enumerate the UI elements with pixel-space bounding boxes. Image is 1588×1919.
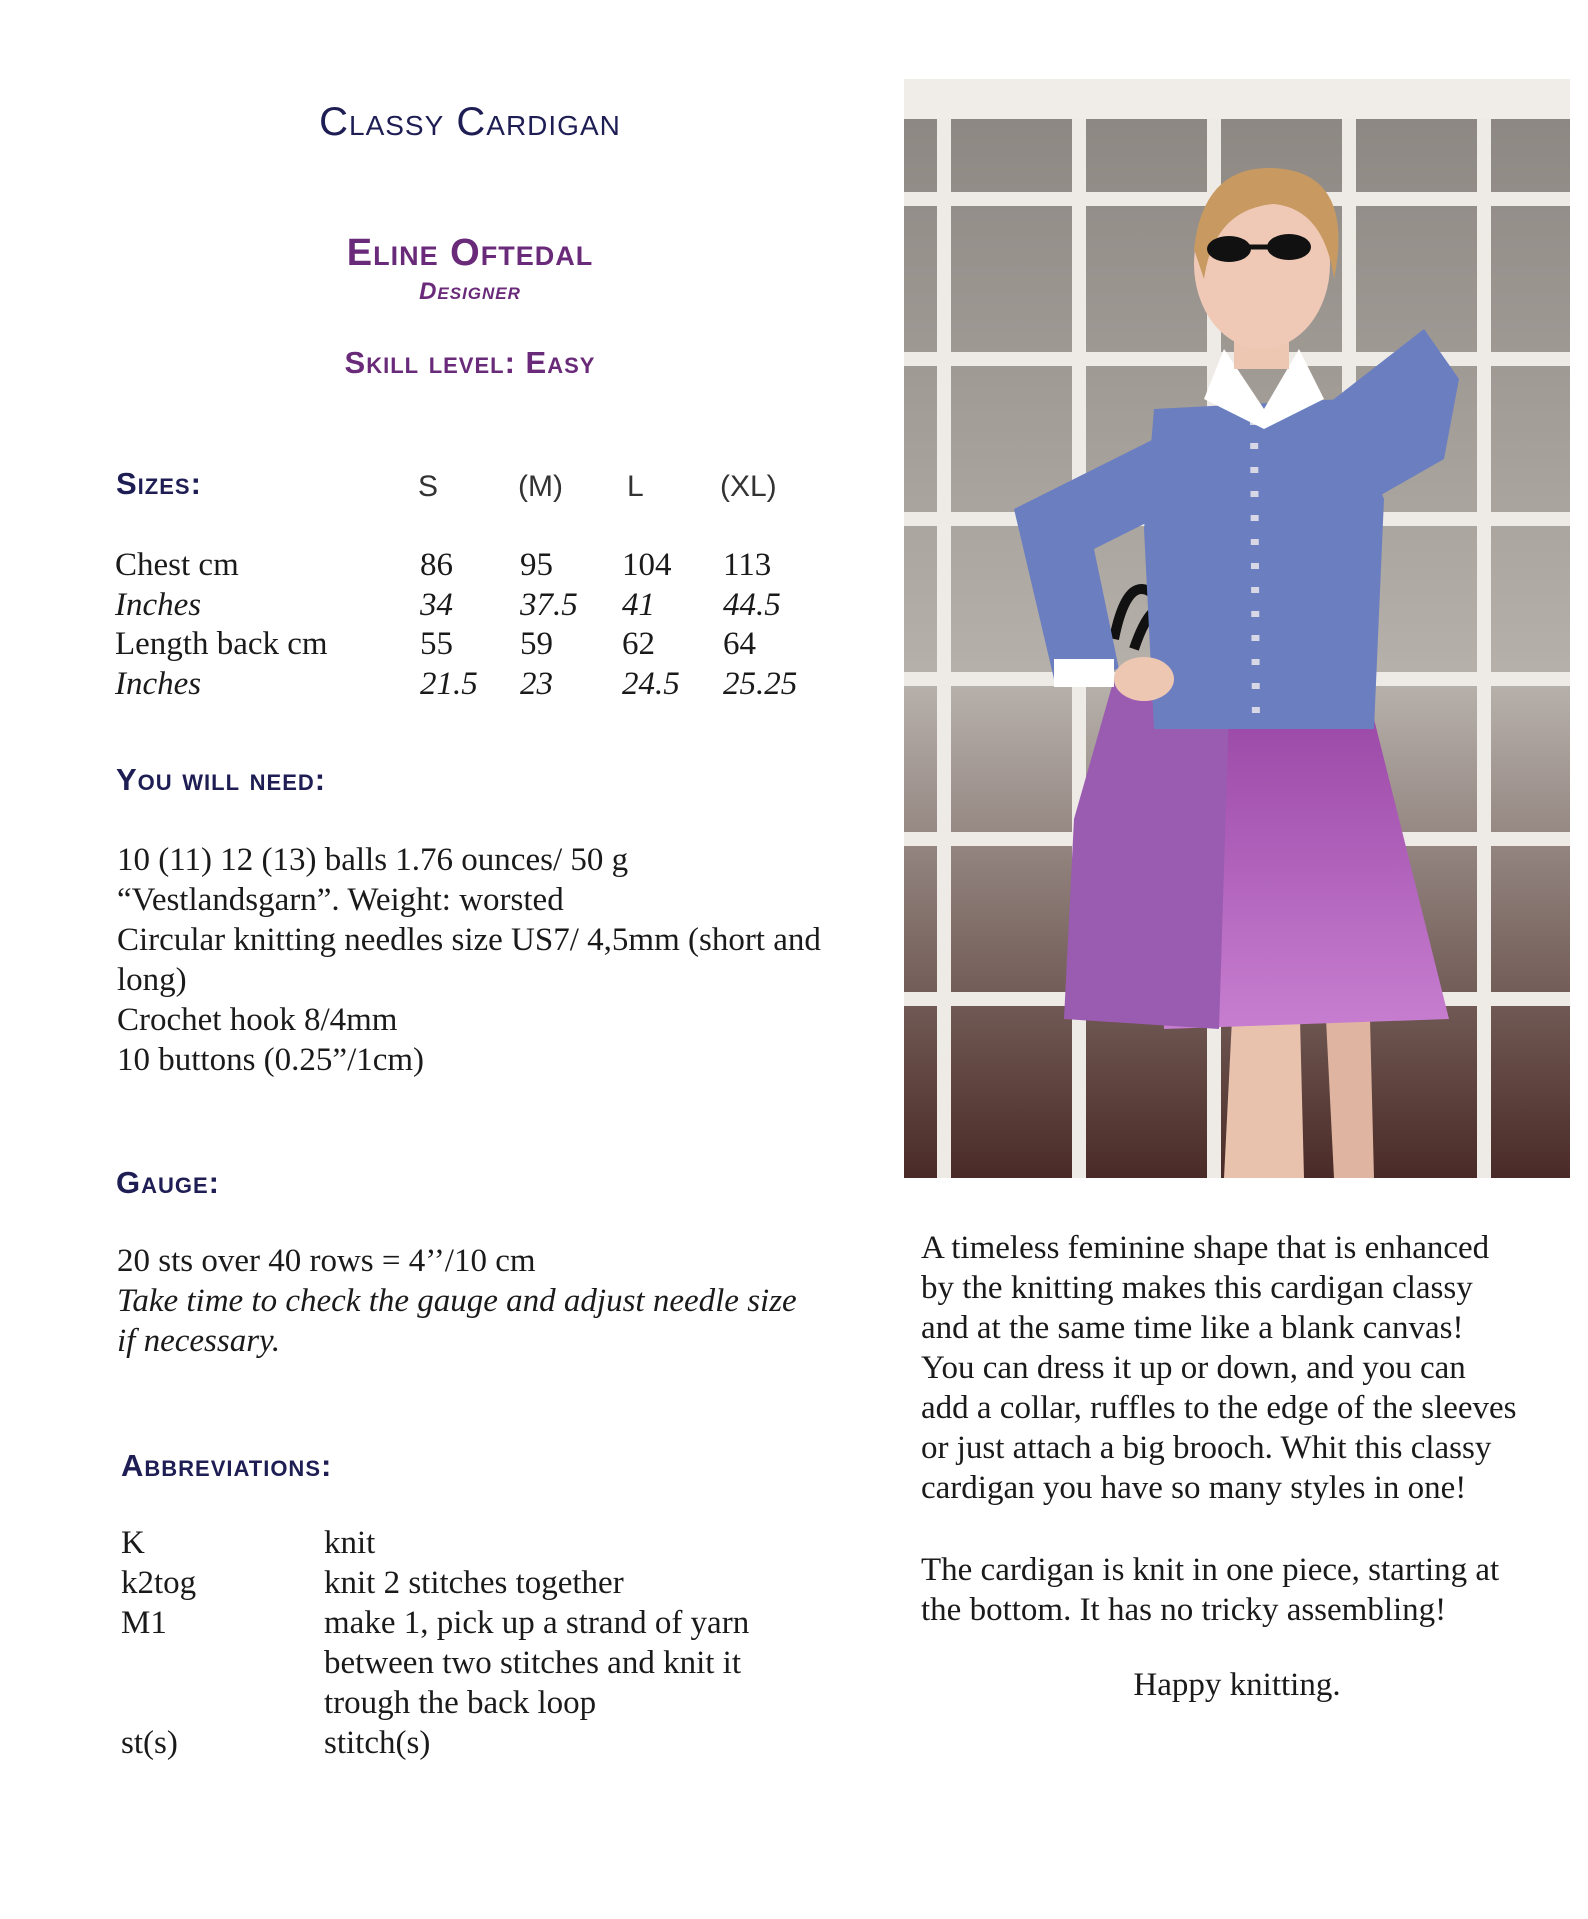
materials-line: “Vestlandsgarn”. Weight: worsted bbox=[117, 882, 564, 918]
size-value: 104 bbox=[622, 547, 672, 583]
size-value: 55 bbox=[420, 626, 453, 662]
materials-line: 10 (11) 12 (13) balls 1.76 ounces/ 50 g bbox=[117, 842, 629, 878]
gauge-text bbox=[117, 1241, 867, 1361]
skill-level: Skill level: Easy bbox=[344, 345, 596, 380]
meaning-line: stitch(s) bbox=[324, 1725, 431, 1761]
gauge-note-line: if necessary. bbox=[117, 1323, 281, 1359]
designer-role: Designer bbox=[419, 278, 521, 305]
description-line: A timeless feminine shape that is enhanced bbox=[921, 1230, 1490, 1266]
abbreviations-heading: Abbreviations: bbox=[121, 1448, 333, 1483]
size-row bbox=[115, 666, 815, 706]
size-col-s: S bbox=[418, 470, 439, 503]
size-value: 24.5 bbox=[622, 666, 680, 702]
gauge-note-line: Take time to check the gauge and adjust needle size bbox=[117, 1283, 797, 1319]
size-value: 21.5 bbox=[420, 666, 478, 702]
abbreviation-meaning bbox=[324, 1723, 794, 1763]
description-line: The cardigan is knit in one piece, starting at bbox=[921, 1552, 1500, 1588]
size-col-xl: (XL) bbox=[720, 470, 777, 503]
size-row-label: Chest cm bbox=[115, 547, 239, 583]
size-row bbox=[115, 626, 815, 666]
abbreviation-meaning bbox=[324, 1603, 794, 1723]
description-line: You can dress it up or down, and you can bbox=[921, 1350, 1466, 1386]
size-value: 86 bbox=[420, 547, 453, 583]
size-row bbox=[115, 547, 815, 587]
size-value: 64 bbox=[723, 626, 756, 662]
size-col-m: (M) bbox=[518, 470, 563, 503]
model-photo-illustration bbox=[904, 79, 1570, 1178]
meaning-line: knit bbox=[324, 1525, 376, 1561]
size-value: 59 bbox=[520, 626, 553, 662]
materials-list bbox=[117, 840, 867, 1080]
size-row-label: Inches bbox=[115, 666, 202, 702]
meaning-line: knit 2 stitches together bbox=[324, 1565, 624, 1601]
abbreviation: M1 bbox=[121, 1605, 167, 1641]
materials-line: Crochet hook 8/4mm bbox=[117, 1002, 398, 1038]
size-row bbox=[115, 587, 815, 627]
pattern-title: Classy Cardigan bbox=[319, 100, 621, 144]
size-value: 113 bbox=[723, 547, 772, 583]
size-value: 34 bbox=[420, 587, 453, 623]
abbreviation: k2tog bbox=[121, 1565, 197, 1601]
size-value: 25.25 bbox=[723, 666, 798, 702]
gauge-line: 20 sts over 40 rows = 4’’/10 cm bbox=[117, 1243, 536, 1279]
description-line: by the knitting makes this cardigan classy bbox=[921, 1270, 1473, 1306]
abbreviation: st(s) bbox=[121, 1725, 178, 1761]
meaning-line: make 1, pick up a strand of yarn bbox=[324, 1605, 750, 1641]
description-line: the bottom. It has no tricky assembling! bbox=[921, 1592, 1447, 1628]
size-value: 95 bbox=[520, 547, 553, 583]
materials-line: long) bbox=[117, 962, 187, 998]
designer-name: Eline Oftedal bbox=[346, 232, 594, 274]
materials-line: 10 buttons (0.25”/1cm) bbox=[117, 1042, 425, 1078]
size-value: 23 bbox=[520, 666, 553, 702]
size-col-l: L bbox=[627, 470, 644, 503]
meaning-line: trough the back loop bbox=[324, 1685, 597, 1721]
abbreviation-meaning bbox=[324, 1563, 794, 1603]
meaning-line: between two stitches and knit it bbox=[324, 1645, 741, 1681]
size-row-label: Inches bbox=[115, 587, 202, 623]
materials-heading: You will need: bbox=[116, 762, 327, 797]
size-row-label: Length back cm bbox=[115, 626, 328, 662]
sizes-heading: Sizes: bbox=[116, 466, 202, 501]
abbreviation-meaning bbox=[324, 1523, 794, 1563]
model-photo bbox=[904, 79, 1570, 1178]
description-line: or just attach a big brooch. Whit this classy bbox=[921, 1430, 1492, 1466]
abbreviation: K bbox=[121, 1525, 145, 1561]
size-value: 37.5 bbox=[520, 587, 578, 623]
size-value: 62 bbox=[622, 626, 655, 662]
construction-paragraph bbox=[921, 1550, 1561, 1630]
size-value: 41 bbox=[622, 587, 655, 623]
closing-text: Happy knitting. bbox=[1133, 1667, 1341, 1703]
gauge-heading: Gauge: bbox=[116, 1165, 220, 1200]
description-paragraph bbox=[921, 1228, 1561, 1508]
description-line: and at the same time like a blank canvas! bbox=[921, 1310, 1464, 1346]
description-line: cardigan you have so many styles in one! bbox=[921, 1470, 1467, 1506]
size-value: 44.5 bbox=[723, 587, 781, 623]
materials-line: Circular knitting needles size US7/ 4,5mm (short and bbox=[117, 922, 821, 958]
description-line: add a collar, ruffles to the edge of the sleeves bbox=[921, 1390, 1517, 1426]
